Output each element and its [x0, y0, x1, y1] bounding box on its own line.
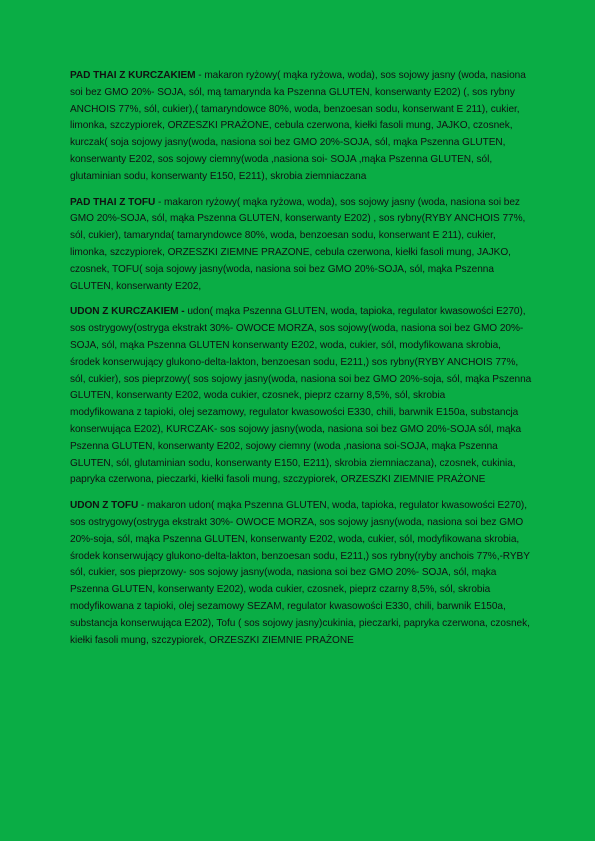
dish-pad-thai-tofu: [70, 195, 532, 296]
dish-title: UDON Z TOFU: [70, 500, 139, 512]
dish-udon-chicken: [70, 304, 532, 489]
dish-ingredients: - makaron udon( mąka Pszenna GLUTEN, woda, tapioka, regulator kwasowości E270), sos ostrygowy(ostryga ekstrakt 30%- OWOCE MORZA, sos sojowy jasny(woda, nasiona soi bez GMO 20%-soja, sól, mąka Pszenna GLUTEN, konserwanty E202, woda, cukier, sól, modyfikowana skrobia, środek konserwujący glukono-delta-lakton, benzoesan sodu, E211,) sos rybny(ryby anchois 77%,-RYBY sól, cukier, sos pieprzowy- sos sojowy jasny(woda, nasiona soi bez GMO 20%- SOJA, sól, mąka Pszenna GLUTEN, konserwanty E202), woda cukier, czosnek, pieprz czarny 8,5%, sól, skrobia modyfikowana z tapioki, olej sezamowy SEZAM, regulator kwasowości E330, chili, barwnik E150a, substancja konserwująca E202), Tofu ( sos sojowy jasny)cukinia, pieczarki, papryka czerwona, czosnek, kiełki fasoli mung, szczypiorek, ORZESZKI ZIEMNIE PRAŻONE: [70, 500, 530, 646]
dish-ingredients: - makaron ryżowy( mąka ryżowa, woda), sos sojowy jasny (woda, nasiona soi bez GMO 20%- SOJA, sól, mą tamarynda ka Pszenna GLUTEN, konserwanty E202) (, sos rybny ANCHOIS 77%, sól, cukier),( tamaryndowce 80%, woda, benzoesan sodu, konserwant E 211), cukier, limonka, szczypiorek, ORZESZKI PRAŻONE, cebula czerwona, kiełki fasoli mung, JAJKO, czosnek, kurczak( soja sojowy jasny(woda, nasiona soi bez GMO 20%-SOJA, sól, mąka Pszenna GLUTEN, konserwanty E202, sos sojowy ciemny(woda ,nasiona soi- SOJA ,mąka Pszenna GLUTEN, sól, glutaminian sodu, konserwanty E150, E211), skrobia ziemniaczana: [70, 70, 526, 182]
dish-title: PAD THAI Z KURCZAKIEM: [70, 70, 196, 81]
dish-ingredients: udon( mąka Pszenna GLUTEN, woda, tapioka, regulator kwasowości E270), sos ostrygowy(ostryga ekstrakt 30%- OWOCE MORZA, sos sojowy(woda, nasiona soi bez GMO 20%-SOJA, sól, mąka Pszenna GLUTEN konserwanty E202, woda, cukier, sól, modyfikowana skrobia, środek konserwujący glukono-delta-lakton, benzoesan sodu, E211,) sos rybny(RYBY ANCHOIS 77%, sól, cukier), sos pieprzowy( sos sojowy jasny(woda, nasiona soi bez GMO 20%-soja, sól, mąka Pszenna GLUTEN, konserwanty E202, woda cukier, czosnek, pieprz czarny 8,5%, sól, skrobia: [70, 306, 532, 402]
dish-pad-thai-chicken: [70, 68, 532, 186]
ingredients-list: [70, 68, 532, 649]
dish-title: UDON Z KURCZAKIEM -: [70, 306, 188, 318]
dish-title: PAD THAI Z TOFU: [70, 196, 156, 208]
dish-ingredients-continued: modyfikowana z tapioki, olej sezamowy, regulator kwasowości E330, chili, barwnik E150a, substancja konserwująca E202), KURCZAK- sos sojowy jasny(woda, nasiona soi bez GMO 20%-SOJA sól, mąka Pszenna GLUTEN, konserwanty E202, sojowy ciemny (woda ,nasiona soi-SOJA, mąka Pszenna GLUTEN, sól, glutaminian sodu, konserwanty E150, E211), skrobia ziemniaczana), czosnek, cukinia, papryka czerwona, pieczarki, kiełki fasoli mung, szczypiorek, ORZESZKI ZIEMNIE PRAŻONE: [70, 407, 522, 486]
dish-udon-tofu: [70, 498, 532, 649]
dish-ingredients: - makaron ryżowy( mąka ryżowa, woda), sos sojowy jasny (woda, nasiona soi bez GMO 20%-SOJA, sól, mąka Pszenna GLUTEN, konserwanty E202) , sos rybny(RYBY ANCHOIS 77%, sól, cukier), tamarynda( tamaryndowce 80%, woda, benzoesan sodu, konserwant E 211), cukier, limonka, szczypiorek, ORZESZKI ZIEMNE PRAZONE, cebula czerwona, kiełki fasoli mung, JAJKO, czosnek, TOFU( soja sojowy jasny(woda, nasiona soi bez GMO 20%-SOJA, sól, mąka Pszenna GLUTEN, konserwanty E202,: [70, 196, 526, 292]
